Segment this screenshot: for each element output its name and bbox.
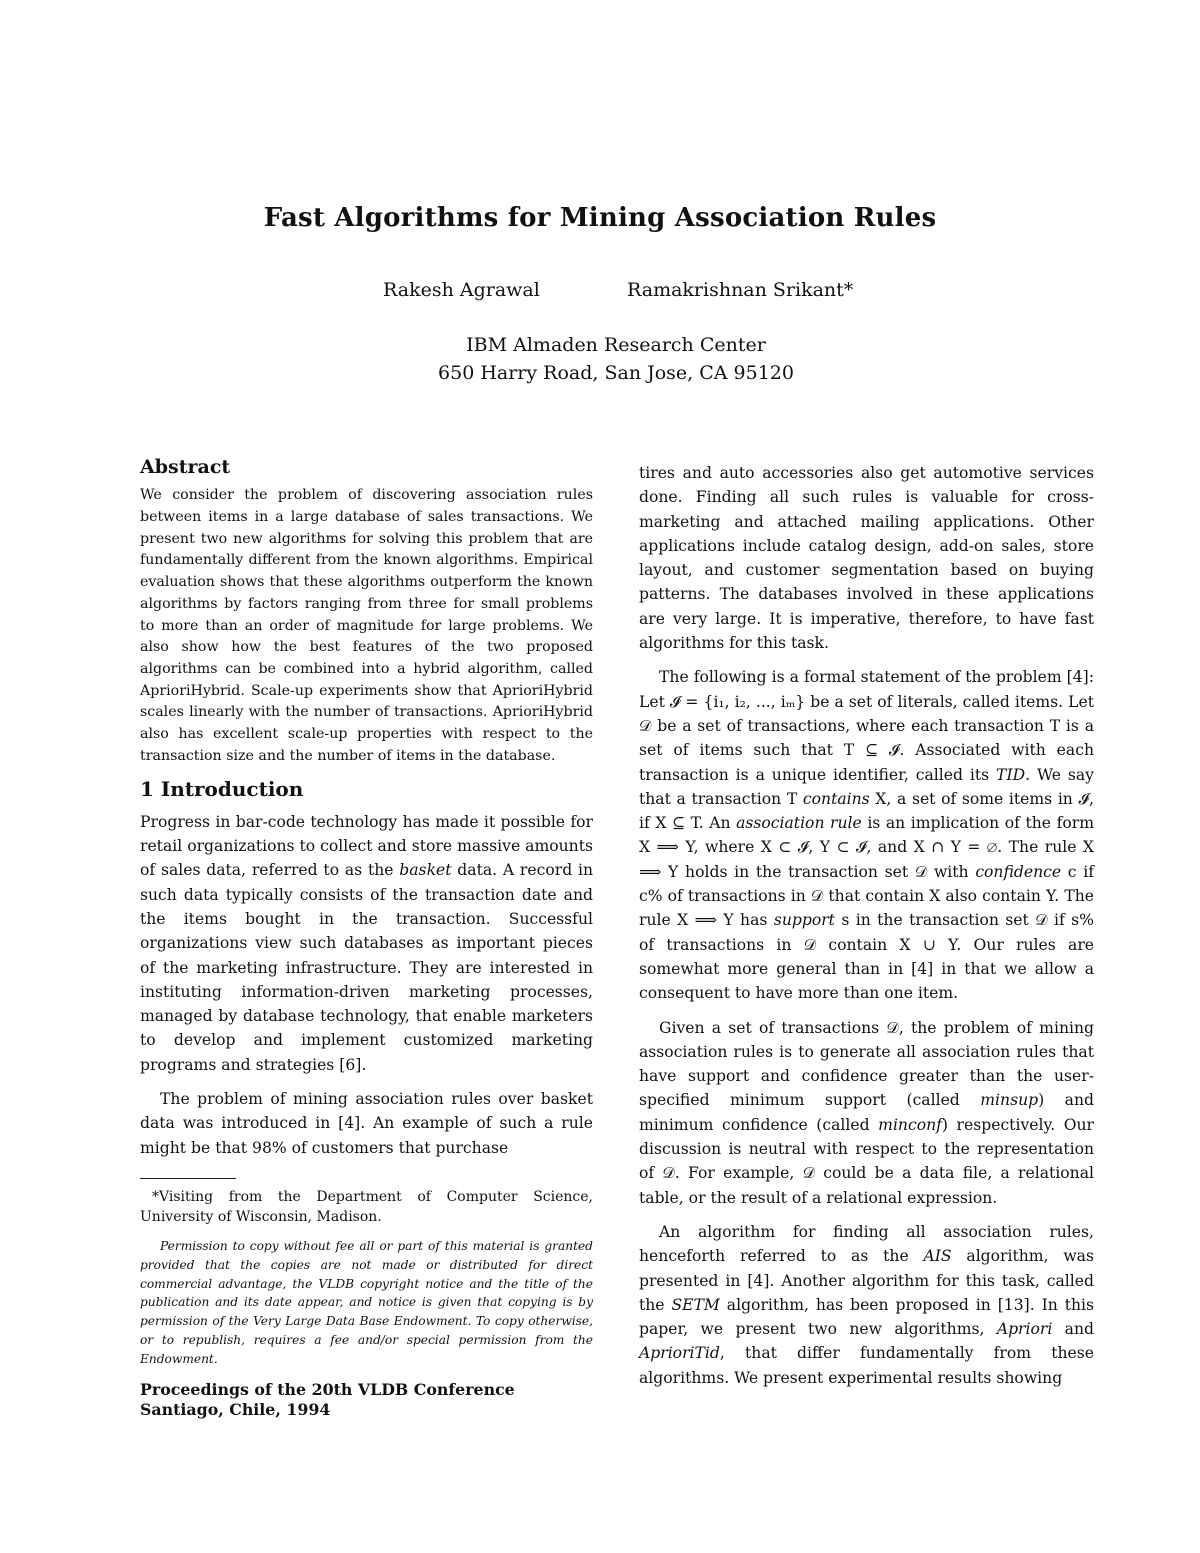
footnote-permission: Permission to copy without fee all or part of this material is granted provided that the copies are not made or distributed for direct commercial advantage, the VLDB copyright notice and the title of the publication and its date appear, and notice is given that copying is by permission of the Very Large Data Base Endowment. To copy otherwise, or to republish, requires a fee and/or special permission from the Endowment. xyxy=(140,1239,593,1366)
right-paragraph-2: The following is a formal statement of the problem [4]: Let 𝓘 = {i₁, i₂, ..., iₘ} be a set of literals, called items. Let 𝒟 be a set of transactions, where each transaction T is a set of items such that T ⊆ 𝓘. Associated with each transaction is a unique identifier, called its TID. We say that a transaction T contains X, a set of some items in 𝓘, if X ⊆ T. An association rule is an implication of the form X ⟹ Y, where X ⊂ 𝓘, Y ⊂ 𝓘, and X ∩ Y = ∅. The rule X ⟹ Y holds in the transaction set 𝒟 with confidence c if c% of transactions in 𝒟 that contain X also contain Y. The rule X ⟹ Y has support s in the transaction set 𝒟 if s% of transactions in 𝒟 contain X ∪ Y. Our rules are somewhat more general than in [4] in that we allow a consequent to have more than one item. xyxy=(639,668,1094,1003)
left-column xyxy=(140,455,593,1170)
right-paragraph-1: tires and auto accessories also get automotive services done. Finding all such rules is valuable for cross-marketing and attached mailing applications. Other applications include catalog design, add-on sales, store layout, and customer segmentation based on buying patterns. The databases involved in these applications are very large. It is imperative, therefore, to have fast algorithms for this task. xyxy=(639,464,1094,653)
author-srikant: Ramakrishnan Srikant* xyxy=(627,279,854,301)
footnote-rule xyxy=(140,1178,236,1179)
affiliation-address: 650 Harry Road, San Jose, CA 95120 xyxy=(438,362,794,384)
abstract-text: We consider the problem of discovering association rules between items in a large database of sales transactions. We present two new algorithms for solving this problem that are fundamentally different from the known algorithms. Empirical evaluation shows that these algorithms outperform the known algorithms by factors ranging from three for small problems to more than an order of magnitude for large problems. We also show how the best features of the two proposed algorithms can be combined into a hybrid algorithm, called AprioriHybrid. Scale-up experiments show that AprioriHybrid scales linearly with the number of transactions. AprioriHybrid also has excellent scale-up properties with respect to the transaction size and the number of items in the database. xyxy=(140,487,593,764)
intro-paragraph-1: Progress in bar-code technology has made it possible for retail organizations to collect and store massive amounts of sales data, referred to as the basket data. A record in such data typically consists of the transaction date and the items bought in the transaction. Successful organizations view such databases as important pieces of the marketing infrastructure. They are interested in instituting information-driven marketing processes, managed by database technology, that enable marketers to develop and implement customized marketing programs and strategies [6]. xyxy=(140,812,593,1074)
proceedings-note xyxy=(140,1380,515,1420)
footnote-visiting: *Visiting from the Department of Computer Science, University of Wisconsin, Madison. xyxy=(140,1189,593,1225)
right-paragraph-3: Given a set of transactions 𝒟, the problem of mining association rules is to generate all association rules that have support and confidence greater than the user-specified minimum support (called minsup) and minimum confidence (called minconf) respectively. Our discussion is neutral with respect to the representation of 𝒟. For example, 𝒟 could be a data file, a relational table, or the result of a relational expression. xyxy=(639,1018,1094,1207)
right-column xyxy=(639,461,1094,1400)
section-introduction-heading: 1 Introduction xyxy=(140,777,304,802)
paper-title: Fast Algorithms for Mining Association Rules xyxy=(263,203,937,233)
affiliation-name: IBM Almaden Research Center xyxy=(466,334,766,356)
proceedings-line-1: Proceedings of the 20th VLDB Conference xyxy=(140,1380,515,1399)
abstract-heading: Abstract xyxy=(140,456,231,478)
intro-paragraph-2: The problem of mining association rules over basket data was introduced in [4]. An example of such a rule might be that 98% of customers that purchase xyxy=(140,1090,593,1157)
footnotes xyxy=(140,1178,593,1369)
author-agrawal: Rakesh Agrawal xyxy=(383,279,540,301)
proceedings-line-2: Santiago, Chile, 1994 xyxy=(140,1400,331,1419)
right-paragraph-4: An algorithm for finding all association rules, henceforth referred to as the AIS algorithm, was presented in [4]. Another algorithm for this task, called the SETM algorithm, has been proposed in [13]. In this paper, we present two new algorithms, Apriori and AprioriTid, that differ fundamentally from these algorithms. We present experimental results showing xyxy=(639,1222,1094,1387)
